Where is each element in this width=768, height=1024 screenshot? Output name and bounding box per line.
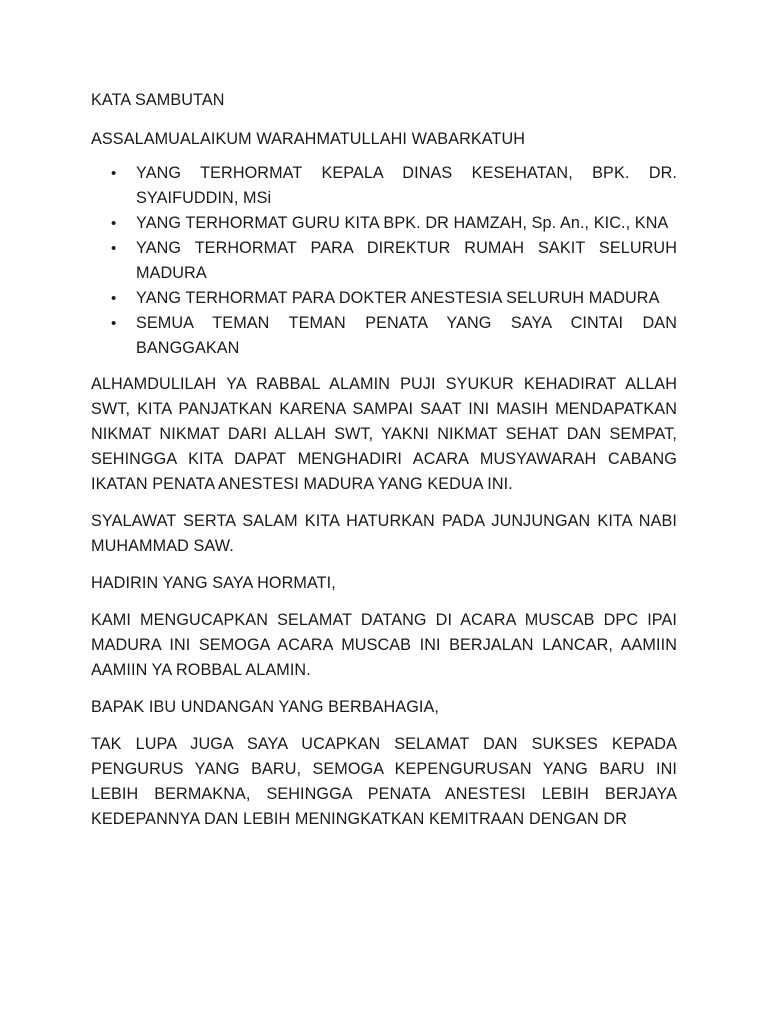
body-paragraph: SYALAWAT SERTA SALAM KITA HATURKAN PADA JUNJUNGAN KITA NABI MUHAMMAD SAW.: [91, 512, 677, 555]
bullet-icon: •: [111, 240, 117, 257]
list-item: [111, 286, 677, 311]
body-paragraph: KAMI MENGUCAPKAN SELAMAT DATANG DI ACARA MUSCAB DPC IPAI MADURA INI SEMOGA ACARA MUSCAB INI BERJALAN LANCAR, AAMIIN AAMIIN YA ROBBAL ALAMIN.: [91, 611, 677, 679]
body-paragraph: HADIRIN YANG SAYA HORMATI,: [91, 574, 336, 592]
bullet-icon: •: [111, 315, 117, 332]
list-item: [111, 311, 677, 361]
addressee-list: [91, 161, 677, 361]
list-item: [111, 161, 677, 211]
addressee-text: SEMUA TEMAN TEMAN PENATA YANG SAYA CINTAI DAN BANGGAKAN: [136, 314, 677, 357]
bullet-icon: •: [111, 215, 117, 232]
document-title: KATA SAMBUTAN: [91, 91, 225, 109]
opening-salutation: ASSALAMUALAIKUM WARAHMATULLAHI WABARKATUH: [91, 130, 526, 148]
bullet-icon: •: [111, 290, 117, 307]
body-paragraph: BAPAK IBU UNDANGAN YANG BERBAHAGIA,: [91, 698, 440, 716]
body-paragraph: TAK LUPA JUGA SAYA UCAPKAN SELAMAT DAN SUKSES KEPADA PENGURUS YANG BARU, SEMOGA KEPENGURUSAN YANG BARU INI LEBIH BERMAKNA, SEHINGGA PENATA ANESTESI LEBIH BERJAYA KEDEPANNYA DAN LEBIH MENINGKATKAN KEMITRAAN DENGAN DR: [91, 735, 677, 828]
addressee-text: YANG TERHORMAT PARA DOKTER ANESTESIA SELURUH MADURA: [136, 289, 660, 307]
document-page: [91, 88, 677, 844]
addressee-text: YANG TERHORMAT KEPALA DINAS KESEHATAN, BPK. DR. SYAIFUDDIN, MSi: [136, 164, 677, 207]
bullet-icon: •: [111, 165, 117, 182]
list-item: [111, 211, 677, 236]
addressee-text: YANG TERHORMAT GURU KITA BPK. DR HAMZAH, Sp. An., KIC., KNA: [136, 214, 669, 232]
addressee-text: YANG TERHORMAT PARA DIREKTUR RUMAH SAKIT SELURUH MADURA: [136, 239, 677, 282]
list-item: [111, 236, 677, 286]
body-paragraph: ALHAMDULILAH YA RABBAL ALAMIN PUJI SYUKUR KEHADIRAT ALLAH SWT, KITA PANJATKAN KARENA SAMPAI SAAT INI MASIH MENDAPATKAN NIKMAT NIKMAT DARI ALLAH SWT, YAKNI NIKMAT SEHAT DAN SEMPAT, SEHINGGA KITA DAPAT MENGHADIRI ACARA MUSYAWARAH CABANG IKATAN PENATA ANESTESI MADURA YANG KEDUA INI.: [91, 375, 677, 493]
